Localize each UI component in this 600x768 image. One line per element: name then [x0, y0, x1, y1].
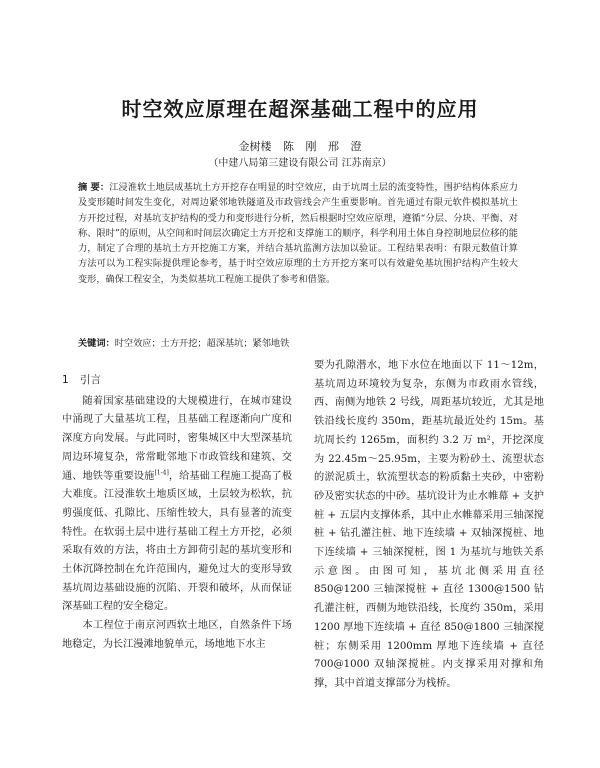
intro-text-end: ，给基础工程施工提高了极大难度。江浸淮软土地质区域，土层较为松软，抗剪强度低、孔隙比、压缩性较大，具有显著的流变特性。在软弱土层中进行基础工程土方开挖，必须采取有效的方法，将由土方卸荷引起的基坑变形和土体沉降控制在允许范围内，避免过大的变形导致基坑周边基础设施的沉陷、开裂和破坏，从而保证深基础工程的安全稳定。: [62, 470, 293, 613]
intro-paragraph-1: [62, 393, 292, 617]
citation: [1-4]: [154, 469, 169, 477]
column-right: [314, 357, 544, 694]
intro-paragraph-2-continued: 要为孔隙潜水，地下水位在地面以下 11～12m，基坑周边环境较为复杂，东侧为市政雨水管线，西、南侧为地铁 2 号线，周距基坑较近，尤其是地铁沿线长度约 350m，距基坑最近处约 15m。基坑周长约 1265m，面积约 3.2 万 m²，开挖深度为 22.45m～25.95m，主要为粉砂土、流塑状态的淤泥质土，软流塑状态的粉质黏土夹砂，中密粉砂及密实状态的中砂。基坑设计为止水帷幕 + 支护桩 + 五层内支撑体系，其中止水帷幕采用三轴深搅桩 + 钻孔灌注桩、地下连续墙 + 双轴深搅桩、地下连续墙 + 三轴深搅桩，图 1 为基坑与地铁关系示意图。由图可知，基坑北侧采用直径 850@1200 三轴深搅桩 + 直径 1300@1500 钻孔灌注桩，西侧为地铁沿线，长度约 350m，采用 1200 厚地下连续墙 + 直径 850@1800 三轴深搅桩；东侧采用 1200mm 厚地下连续墙 + 直径 700@1000 双轴深搅桩。内支撑采用对撑和角撑，其中首道支撑部分为栈桥。: [314, 360, 544, 689]
abstract-label: 摘 要：: [78, 182, 110, 193]
abstract-text: 江浸淮软土地层成基坑土方开挖存在明显的时空效应，由于坑周土层的流变特性，围护结构体系应力及变形随时间发生变化，对周边紧邻地铁隧道及市政管线会产生重要影响。首先通过有限元软件模拟基坑土方开挖过程，对基坑支护结构的受力和变形进行分析，然后根据时空效应原理，遵循“分层、分块、平衡、对称、限时”的原则，从空间和时间层次确定土方开挖和支撑施工的顺序，科学利用土体自身控制地层位移的能力，制定了合理的基坑土方开挖施工方案，并结合基坑监测方法加以验证。工程结果表明：有限元数值计算方法可以为工程实际提供理论参考，基于时空效应原理的土方开挖方案可以有效避免基坑围护结构产生较大变形，确保工程安全，为类似基坑工程施工提供了参考和借鉴。: [78, 182, 518, 285]
abstract: [78, 180, 518, 287]
intro-paragraph-2: 本工程位于南京河西软土地区，自然条件下场地稳定，为长江漫滩地貌单元，场地地下水主: [62, 620, 292, 650]
keywords: [78, 336, 518, 351]
column-left: [62, 357, 292, 655]
intro-text: 随着国家基础建设的大规模进行，在城市建设中涌现了大量基坑工程，且基础工程逐渐向广度和深度方向发展。与此同时，密集城区中大型深基坑周边环境复杂，常常毗邻地下市政管线和建筑、交通、地铁等重要设施: [62, 395, 292, 482]
keywords-label: 关键词：: [78, 338, 115, 349]
keywords-text: 时空效应；土方开挖；超深基坑；紧邻地铁: [114, 338, 290, 349]
authors: 金树楼 陈 刚 邢 澄: [238, 140, 362, 153]
affiliation: （中建八局第三建设有限公司 江苏南京）: [208, 158, 392, 169]
paper-title: 时空效应原理在超深基础工程中的应用: [121, 97, 479, 121]
section-heading: 1 引言: [62, 374, 102, 386]
